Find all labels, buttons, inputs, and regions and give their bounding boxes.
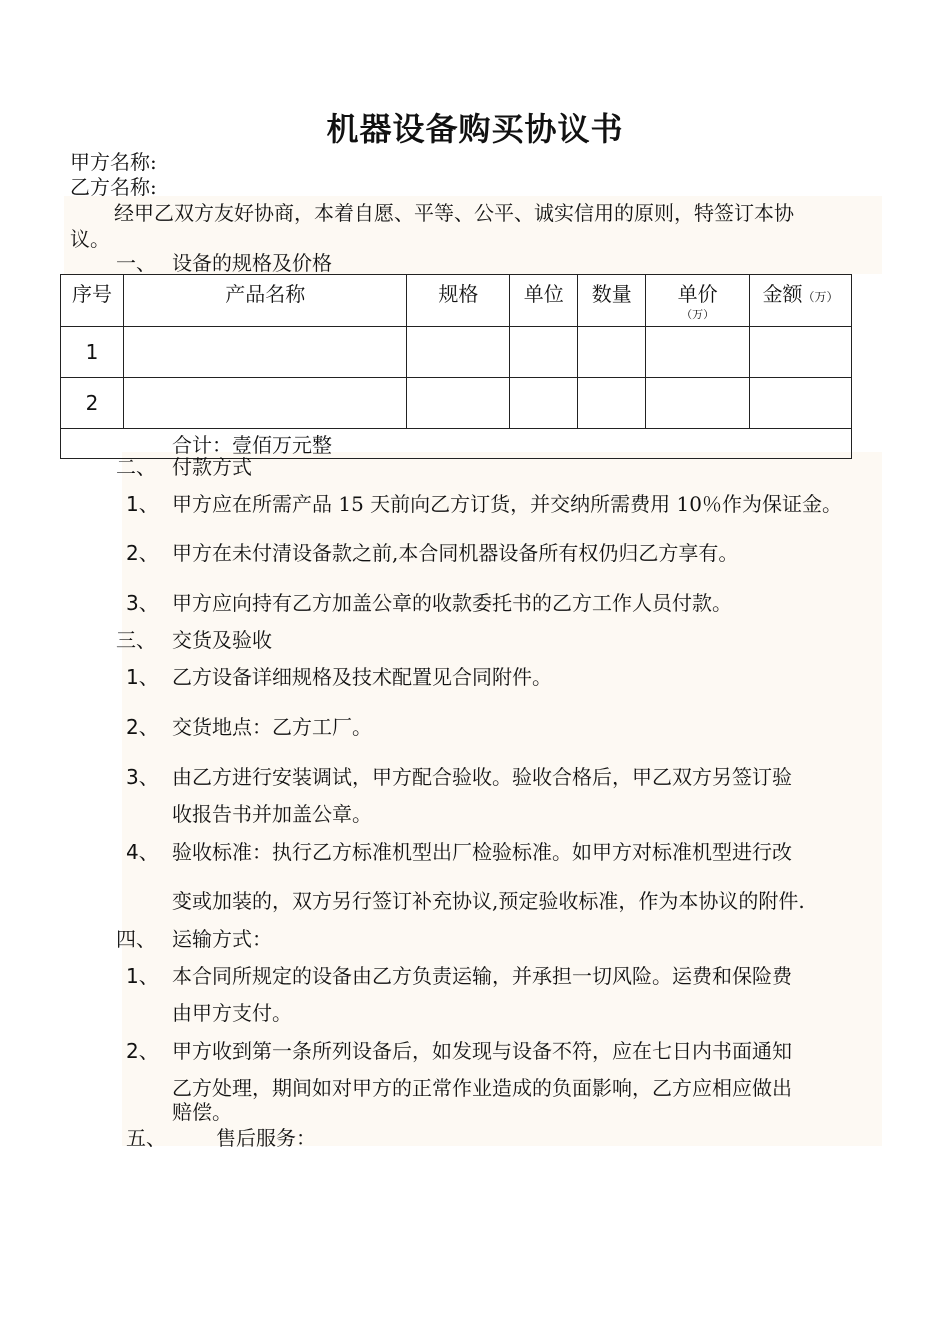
party-b-label: 乙方名称: xyxy=(70,175,157,199)
item-number: 1、 xyxy=(126,964,159,988)
table-cell xyxy=(646,327,750,378)
header-cell xyxy=(123,275,407,327)
item-number: 3、 xyxy=(126,765,159,789)
col-amount: 金额 xyxy=(762,282,803,306)
transport-clause: 甲方收到第一条所列设备后，如发现与设备不符，应在七日内书面通知 xyxy=(172,1039,792,1063)
table-cell xyxy=(646,378,750,429)
section-number: 三、 xyxy=(116,628,156,652)
col-unit-price: 单价 xyxy=(677,282,718,306)
transport-clause: 本合同所规定的设备由乙方负责运输，并承担一切风险。运费和保险费 xyxy=(172,964,792,988)
section-heading: 设备的规格及价格 xyxy=(172,251,332,275)
transport-clause-cont: 赔偿。 xyxy=(172,1100,232,1124)
section-number: 四、 xyxy=(116,927,156,951)
header-cell xyxy=(750,275,852,327)
section-heading: 运输方式： xyxy=(172,927,272,951)
table-row xyxy=(61,327,852,378)
row-seq-cell: 2 xyxy=(61,378,124,429)
table-cell xyxy=(578,378,646,429)
document-title: 机器设备购买协议书 xyxy=(326,110,624,148)
table-cell xyxy=(123,327,407,378)
table-cell xyxy=(750,327,852,378)
section-number: 二、 xyxy=(116,455,156,479)
delivery-clause-cont: 变或加装的，双方另行签订补充协议,预定验收标准，作为本协议的附件. xyxy=(172,889,805,913)
delivery-clause-cont: 收报告书并加盖公章。 xyxy=(172,802,372,826)
delivery-clause: 交货地点：乙方工厂。 xyxy=(172,715,372,739)
transport-clause-cont: 乙方处理，期间如对甲方的正常作业造成的负面影响，乙方应相应做出 xyxy=(172,1076,792,1100)
section-number: 一、 xyxy=(116,251,156,275)
table-cell xyxy=(123,378,407,429)
section-number: 五、 xyxy=(126,1126,166,1150)
col-spec: 规格 xyxy=(438,282,479,306)
col-unit: 单位 xyxy=(523,282,564,306)
intro-paragraph: 经甲乙双方友好协商，本着自愿、平等、公平、诚实信用的原则，特签订本协 xyxy=(114,201,794,225)
section-heading: 付款方式 xyxy=(172,455,252,479)
section-heading: 售后服务： xyxy=(216,1126,316,1150)
col-seq: 序号 xyxy=(71,282,112,306)
header-cell xyxy=(61,275,124,327)
total-amount: 合计：壹佰万元整 xyxy=(172,433,332,457)
table-row xyxy=(61,378,852,429)
table-cell xyxy=(510,327,578,378)
item-number: 2、 xyxy=(126,541,159,565)
item-number: 3、 xyxy=(126,591,159,615)
spec-price-table xyxy=(60,274,852,459)
col-unit-price-unit: （万） xyxy=(681,308,715,321)
payment-clause: 甲方应向持有乙方加盖公章的收款委托书的乙方工作人员付款。 xyxy=(172,591,732,615)
payment-clause: 甲方应在所需产品 15 天前向乙方订货，并交纳所需费用 10％作为保证金。 xyxy=(172,492,842,516)
header-cell xyxy=(510,275,578,327)
item-number: 1、 xyxy=(126,665,159,689)
row-seq-cell: 1 xyxy=(61,327,124,378)
col-amount-unit: （万） xyxy=(802,290,839,304)
delivery-clause: 乙方设备详细规格及技术配置见合同附件。 xyxy=(172,665,552,689)
section-heading: 交货及验收 xyxy=(172,628,272,652)
header-cell xyxy=(578,275,646,327)
party-a-label: 甲方名称: xyxy=(70,150,157,174)
delivery-clause: 由乙方进行安装调试，甲方配合验收。验收合格后，甲乙双方另签订验 xyxy=(172,765,792,789)
transport-clause-cont: 由甲方支付。 xyxy=(172,1001,292,1025)
table-cell xyxy=(750,378,852,429)
col-product-name: 产品名称 xyxy=(225,282,306,306)
item-number: 4、 xyxy=(126,840,159,864)
table-cell xyxy=(407,378,510,429)
table-cell xyxy=(578,327,646,378)
item-number: 1、 xyxy=(126,492,159,516)
payment-clause: 甲方在未付清设备款之前,本合同机器设备所有权仍归乙方享有。 xyxy=(172,541,739,565)
table-cell xyxy=(510,378,578,429)
intro-paragraph-cont: 议。 xyxy=(70,227,110,251)
header-cell xyxy=(407,275,510,327)
delivery-clause: 验收标准：执行乙方标准机型出厂检验标准。如甲方对标准机型进行改 xyxy=(172,840,792,864)
item-number: 2、 xyxy=(126,1039,159,1063)
item-number: 2、 xyxy=(126,715,159,739)
col-quantity: 数量 xyxy=(591,282,632,306)
table-cell xyxy=(407,327,510,378)
header-cell xyxy=(646,275,750,327)
table-header-row xyxy=(61,275,852,327)
